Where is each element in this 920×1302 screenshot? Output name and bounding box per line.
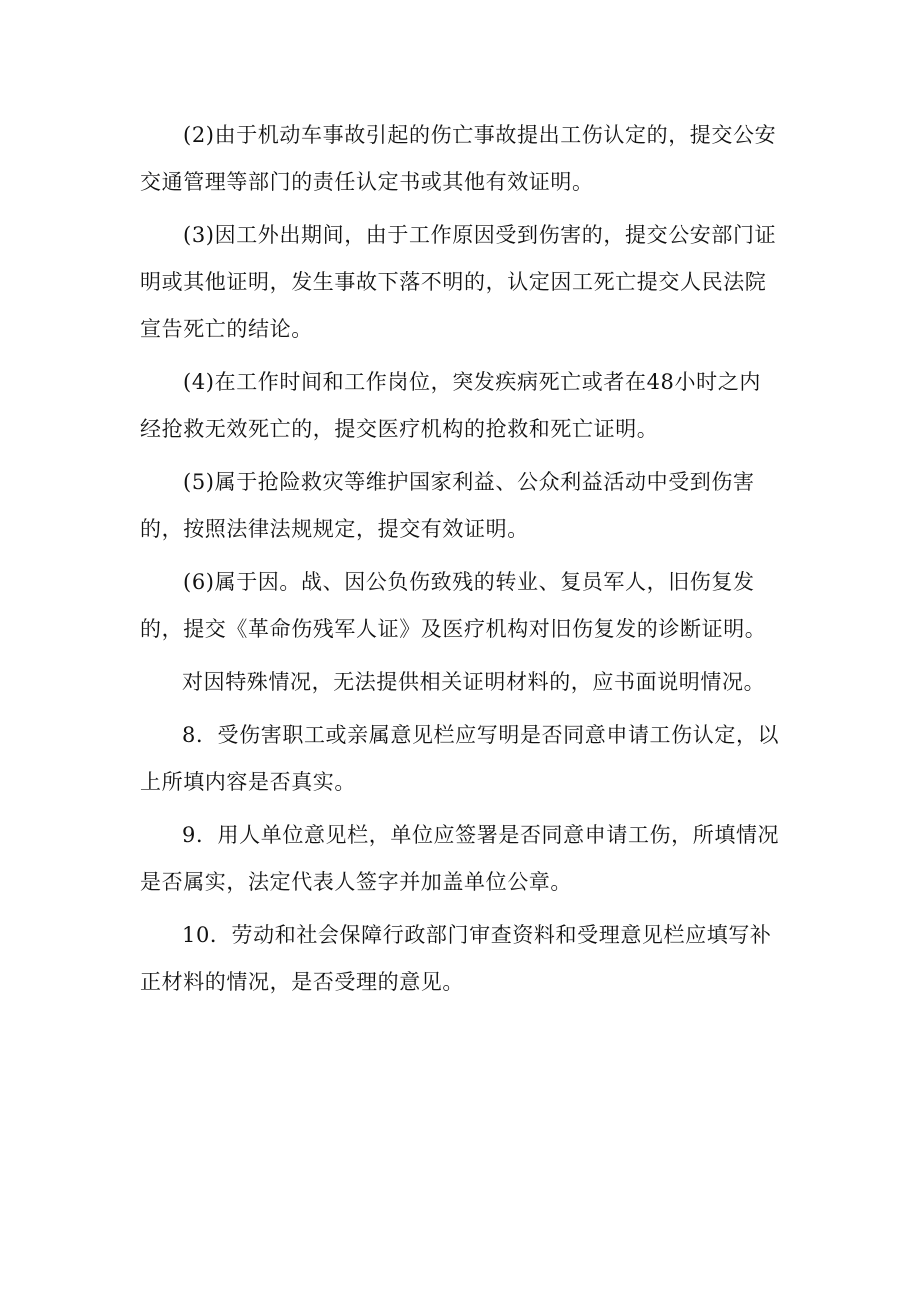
document-body (140, 112, 780, 1012)
paragraph-special-circumstances: 对因特殊情况，无法提供相关证明材料的，应书面说明情况。 (182, 670, 766, 694)
paragraph-section-9: 9．用人单位意见栏，单位应签署是否同意申请工伤，所填情况是否属实，法定代表人签字并加盖单位公章。 (140, 823, 780, 894)
paragraph-item-3: (3)因工外出期间，由于工作原因受到伤害的，提交公安部门证明或其他证明，发生事故下落不明的，认定因工死亡提交人民法院宣告死亡的结论。 (140, 223, 777, 341)
paragraph-item-4: (4)在工作时间和工作岗位，突发疾病死亡或者在48小时之内经抢救无效死亡的，提交医疗机构的抢救和死亡证明。 (140, 370, 761, 441)
paragraph-item-5: (5)属于抢险救灾等维护国家利益、公众利益活动中受到伤害的，按照法律法规规定，提交有效证明。 (140, 470, 755, 541)
paragraph-item-2: (2)由于机动车事故引起的伤亡事故提出工伤认定的，提交公安交通管理等部门的责任认定书或其他有效证明。 (140, 123, 777, 194)
paragraph-item-6: (6)属于因。战、因公负伤致残的转业、复员军人，旧伤复发的，提交《革命伤残军人证》及医疗机构对旧伤复发的诊断证明。 (140, 570, 767, 641)
paragraph-section-10: 10．劳动和社会保障行政部门审查资料和受理意见栏应填写补正材料的情况，是否受理的意见。 (140, 923, 772, 994)
paragraph-section-8: 8．受伤害职工或亲属意见栏应写明是否同意申请工伤认定，以上所填内容是否真实。 (140, 723, 780, 794)
